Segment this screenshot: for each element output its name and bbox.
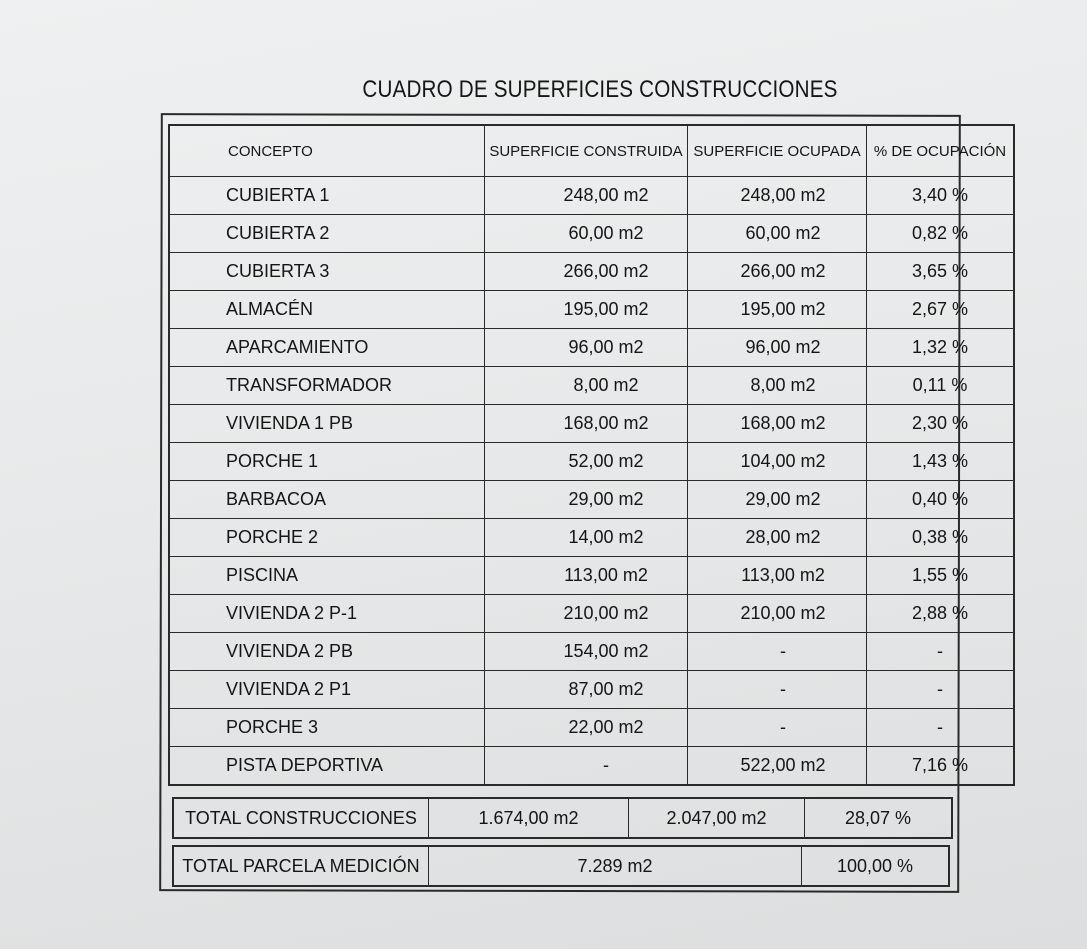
row-concepto: CUBIERTA 2 [169, 215, 485, 253]
row-porcentaje-ocupacion-cell [867, 557, 1015, 595]
total-construcciones-row [173, 798, 952, 838]
row-superficie-construida: 29,00 m2 [568, 489, 644, 509]
header-superficie-ocupada: SUPERFICIE OCUPADA [688, 125, 867, 177]
row-superficie-ocupada: - [780, 641, 786, 661]
row-concepto: ALMACÉN [169, 291, 485, 329]
row-concepto: APARCAMIENTO [169, 329, 485, 367]
row-superficie-construida-cell [485, 671, 688, 709]
row-concepto: VIVIENDA 2 P1 [169, 671, 485, 709]
row-superficie-ocupada: 522,00 m2 [740, 755, 826, 775]
row-porcentaje-ocupacion: 2,67 % [911, 299, 969, 319]
row-superficie-construida-cell [485, 367, 688, 405]
row-concepto: TRANSFORMADOR [169, 367, 485, 405]
row-superficie-construida: 210,00 m2 [563, 603, 649, 623]
row-superficie-construida: 248,00 m2 [563, 185, 649, 205]
total-construcciones-ocupada: 2.047,00 m2 [629, 798, 805, 838]
row-superficie-construida: - [603, 755, 609, 775]
row-superficie-construida-cell [485, 329, 688, 367]
surfaces-table [168, 124, 1015, 786]
total-parcela-label: TOTAL PARCELA MEDICIÓN [173, 846, 429, 886]
table-row [169, 329, 1014, 367]
row-superficie-ocupada: 266,00 m2 [740, 261, 826, 281]
row-porcentaje-ocupacion-cell [867, 291, 1015, 329]
table-row [169, 519, 1014, 557]
row-superficie-ocupada: 248,00 m2 [740, 185, 826, 205]
row-superficie-construida-cell [485, 519, 688, 557]
row-superficie-ocupada: - [780, 679, 786, 699]
total-construcciones-table [172, 797, 953, 839]
row-superficie-ocupada-cell [688, 177, 867, 215]
table-row [169, 367, 1014, 405]
table-row [169, 709, 1014, 747]
row-concepto: PISTA DEPORTIVA [169, 747, 485, 786]
table-row [169, 215, 1014, 253]
row-superficie-ocupada-cell [688, 367, 867, 405]
row-superficie-construida: 113,00 m2 [564, 565, 648, 585]
row-porcentaje-ocupacion-cell [867, 595, 1015, 633]
table-header-row [169, 125, 1014, 177]
total-parcela-table [172, 845, 950, 887]
row-concepto: BARBACOA [169, 481, 485, 519]
row-superficie-construida-cell [485, 557, 688, 595]
row-concepto: PORCHE 2 [169, 519, 485, 557]
row-concepto: PORCHE 1 [169, 443, 485, 481]
row-superficie-construida: 14,00 m2 [568, 527, 644, 547]
row-porcentaje-ocupacion-cell [867, 443, 1015, 481]
row-superficie-construida: 266,00 m2 [563, 261, 649, 281]
row-superficie-construida: 60,00 m2 [568, 223, 644, 243]
row-superficie-ocupada: 104,00 m2 [740, 451, 826, 471]
row-porcentaje-ocupacion-cell [867, 709, 1015, 747]
row-superficie-ocupada-cell [688, 709, 867, 747]
row-superficie-construida: 87,00 m2 [568, 679, 644, 699]
row-porcentaje-ocupacion-cell [867, 747, 1015, 786]
row-superficie-ocupada-cell [688, 405, 867, 443]
row-superficie-ocupada: 195,00 m2 [740, 299, 826, 319]
row-porcentaje-ocupacion-cell [867, 215, 1015, 253]
table-row [169, 481, 1014, 519]
row-concepto: PISCINA [169, 557, 485, 595]
total-construcciones-construida: 1.674,00 m2 [429, 798, 629, 838]
row-superficie-construida: 168,00 m2 [563, 413, 649, 433]
row-superficie-construida-cell [485, 215, 688, 253]
row-porcentaje-ocupacion: 3,40 % [911, 185, 969, 205]
table-row [169, 633, 1014, 671]
total-parcela-ocupacion: 100,00 % [802, 846, 950, 886]
header-porcentaje-ocupacion: % DE OCUPACIÓN [867, 125, 1015, 177]
row-porcentaje-ocupacion: 7,16 % [911, 755, 969, 775]
table-row [169, 405, 1014, 443]
row-superficie-construida-cell [485, 291, 688, 329]
row-porcentaje-ocupacion-cell [867, 177, 1015, 215]
row-porcentaje-ocupacion-cell [867, 367, 1015, 405]
total-parcela-row [173, 846, 949, 886]
row-superficie-ocupada-cell [688, 557, 867, 595]
row-superficie-ocupada-cell [688, 329, 867, 367]
row-porcentaje-ocupacion: - [937, 641, 943, 661]
row-superficie-ocupada-cell [688, 291, 867, 329]
row-superficie-construida-cell [485, 747, 688, 786]
header-concepto: CONCEPTO [169, 125, 485, 177]
row-superficie-construida-cell [485, 595, 688, 633]
row-superficie-construida: 96,00 m2 [568, 337, 644, 357]
table-row [169, 747, 1014, 786]
row-porcentaje-ocupacion: 1,32 % [911, 337, 969, 357]
table-row [169, 291, 1014, 329]
row-porcentaje-ocupacion-cell [867, 481, 1015, 519]
row-superficie-construida-cell [485, 481, 688, 519]
row-superficie-construida-cell [485, 443, 688, 481]
table-row [169, 253, 1014, 291]
row-porcentaje-ocupacion: 1,43 % [911, 451, 969, 471]
row-concepto: CUBIERTA 1 [169, 177, 485, 215]
row-superficie-ocupada: 8,00 m2 [750, 375, 816, 395]
row-concepto: PORCHE 3 [169, 709, 485, 747]
row-porcentaje-ocupacion-cell [867, 405, 1015, 443]
row-porcentaje-ocupacion: - [937, 679, 943, 699]
total-parcela-superficie: 7.289 m2 [429, 846, 802, 886]
row-porcentaje-ocupacion-cell [867, 253, 1015, 291]
header-superficie-construida: SUPERFICIE CONSTRUIDA [485, 125, 688, 177]
row-porcentaje-ocupacion: 2,30 % [911, 413, 969, 433]
row-superficie-construida: 154,00 m2 [563, 641, 649, 661]
row-superficie-ocupada: 210,00 m2 [740, 603, 826, 623]
row-porcentaje-ocupacion: 2,88 % [911, 603, 969, 623]
row-superficie-construida-cell [485, 633, 688, 671]
row-superficie-ocupada: 113,00 m2 [741, 565, 825, 585]
row-superficie-construida: 52,00 m2 [568, 451, 644, 471]
table-row [169, 557, 1014, 595]
row-superficie-construida-cell [485, 177, 688, 215]
row-superficie-ocupada-cell [688, 747, 867, 786]
row-porcentaje-ocupacion: 3,65 % [911, 261, 969, 281]
row-superficie-construida: 8,00 m2 [573, 375, 639, 395]
table-row [169, 671, 1014, 709]
row-superficie-construida: 195,00 m2 [563, 299, 649, 319]
row-superficie-ocupada-cell [688, 595, 867, 633]
row-porcentaje-ocupacion: 0,40 % [911, 489, 969, 509]
row-superficie-ocupada: 168,00 m2 [740, 413, 826, 433]
row-porcentaje-ocupacion: 0,11 % [912, 375, 968, 395]
total-construcciones-label: TOTAL CONSTRUCCIONES [173, 798, 429, 838]
row-superficie-ocupada: 29,00 m2 [745, 489, 821, 509]
row-porcentaje-ocupacion: 0,38 % [911, 527, 969, 547]
row-porcentaje-ocupacion-cell [867, 633, 1015, 671]
row-porcentaje-ocupacion-cell [867, 329, 1015, 367]
row-superficie-ocupada-cell [688, 443, 867, 481]
row-porcentaje-ocupacion-cell [867, 671, 1015, 709]
row-superficie-ocupada-cell [688, 481, 867, 519]
row-porcentaje-ocupacion: 1,55 % [911, 565, 969, 585]
row-superficie-ocupada: 60,00 m2 [745, 223, 821, 243]
row-superficie-ocupada: - [780, 717, 786, 737]
table-row [169, 595, 1014, 633]
row-superficie-ocupada: 96,00 m2 [745, 337, 821, 357]
total-construcciones-ocupacion: 28,07 % [805, 798, 953, 838]
row-concepto: VIVIENDA 1 PB [169, 405, 485, 443]
row-superficie-ocupada-cell [688, 633, 867, 671]
row-concepto: CUBIERTA 3 [169, 253, 485, 291]
row-superficie-construida-cell [485, 253, 688, 291]
table-row [169, 177, 1014, 215]
row-concepto: VIVIENDA 2 P-1 [169, 595, 485, 633]
row-porcentaje-ocupacion-cell [867, 519, 1015, 557]
row-superficie-construida: 22,00 m2 [568, 717, 644, 737]
row-superficie-ocupada-cell [688, 519, 867, 557]
row-superficie-construida-cell [485, 405, 688, 443]
row-porcentaje-ocupacion: 0,82 % [911, 223, 969, 243]
page-title: CUADRO DE SUPERFICIES CONSTRUCCIONES [362, 76, 838, 103]
table-row [169, 443, 1014, 481]
row-superficie-ocupada-cell [688, 253, 867, 291]
row-superficie-ocupada: 28,00 m2 [745, 527, 821, 547]
row-superficie-construida-cell [485, 709, 688, 747]
row-porcentaje-ocupacion: - [937, 717, 943, 737]
row-superficie-ocupada-cell [688, 215, 867, 253]
row-concepto: VIVIENDA 2 PB [169, 633, 485, 671]
row-superficie-ocupada-cell [688, 671, 867, 709]
